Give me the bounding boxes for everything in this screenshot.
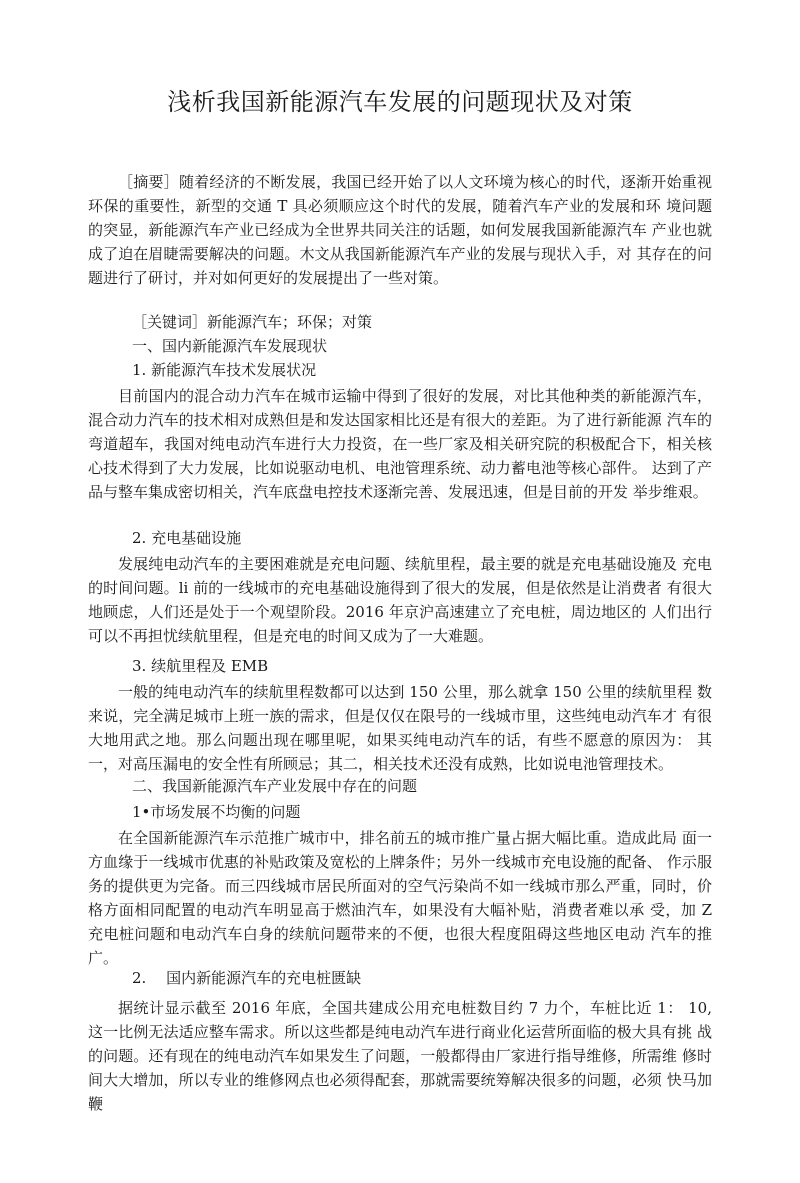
subheading-2-1: 1•市场发展不均衡的问题 (132, 803, 301, 821)
section-heading-1: 一、国内新能源汽车发展现状 (132, 337, 328, 355)
abstract-paragraph: ［摘要］随着经济的不断发展，我国已经开始了以人文环境为核心的时代，逐渐开始重视环保的重要性，新型的交通 T 具必须顺应这个时代的发展，随着汽车产业的发展和环 境问题的突显，新能源汽车产业已经成为全世界共同关注的话题，如何发展我国新能源汽车 产业也就成了迫在眉睫需要解决的问题。木文从我国新能源汽车产业的发展与现状入手，对 其存在的问题进行了研讨，并对如何更好的发展提出了一些对策。 (88, 173, 712, 287)
subheading-2-2: 2. 国内新能源汽车的充电桩匮缺 (132, 969, 362, 987)
keywords: ［关键词］新能源汽车；环保；对策 (132, 313, 373, 331)
subheading-1-3: 3. 续航里程及 EMB (132, 657, 269, 675)
paragraph-2-2: 据统计显示截至 2016 年底，全国共建成公用充电桩数目约 7 力个，车桩比近 1： 10, 这一比例无法适应整车需求。所以这些都是纯电动汽车进行商业化运营所面临的极大具有挑 战的问题。还有现在的纯电动汽车如果发生了问题，一般都得由厂家进行指导维修，所需维 修时间大大增加，所以专业的维修网点也必须得配套，那就需要统筹解决很多的问题，必须 快马加鞭 (88, 999, 712, 1113)
paragraph-1-1: 目前国内的混合动力汽车在城市运输中得到了很好的发展，对比其他种类的新能源汽车，混合动力汽车的技术相对成熟但是和发达国家相比还是有很大的差距。为了进行新能源 汽车的弯道超车，我国对纯电动汽车进行大力投资，在一些厂家及相关研究院的积极配合下，相关核心技术得到了大力发展，比如说驱动电机、电池管理系统、动力蓄电池等核心部件。 达到了产品与整车集成密切相关，汽车底盘电控技术逐渐完善、发展迅速，但是目前的开发 举步维艰。 (88, 387, 712, 501)
paragraph-2-1: 在全国新能源汽车示范推广城市中，排名前五的城市推广量占据大幅比重。造成此局 面一方血缘于一线城市优惠的补贴政策及宽松的上牌条件；另外一线城市充电设施的配备、 作示服务的提供更为完备。而三四线城市居民所面对的空气污染尚不如一线城市那么严重，同时，价格方面相同配置的电动汽车明显高于燃油汽车，如果没有大幅补贴，消费者难以承 受，加 Z 充电桩问题和电动汽车白身的续航问题带来的不便，也很大程度阻碍这些地区电动 汽车的推广。 (88, 829, 712, 967)
subheading-1-2: 2. 充电基础设施 (132, 529, 242, 547)
subheading-1-1: 1. 新能源汽车技术发展状况 (132, 361, 317, 379)
paragraph-1-2: 发展纯电动汽车的主要困难就是充电问题、续航里程，最主要的就是充电基础设施及 充电的时间问题。li 前的一线城市的充电基础设施得到了很大的发展，但是依然是让消费者 有很大地顾虑，人们还是处于一个观望阶段。2016 年京沪高速建立了充电桩，周边地区的 人们出行可以不再担忧续航里程，但是充电的时间又成为了一大难题。 (88, 555, 712, 645)
section-heading-2: 二、我国新能源汽车产业发展中存在的问题 (132, 777, 418, 795)
paragraph-1-3: 一般的纯电动汽车的续航里程数都可以达到 150 公里，那么就拿 150 公里的续航里程 数来说，完全满足城市上班一族的需求，但是仅仅在限号的一线城市里，这些纯电动汽车才 有很大地用武之地。那么问题出现在哪里呢，如果买纯电动汽车的话，有些不愿意的原因为： 其一，对高压漏电的安全性有所顾忌；其二，相关技术还没有成熟，比如说电池管理技术。 (88, 683, 712, 773)
document-title: 浅析我国新能源汽车发展的问题现状及对策 (167, 88, 633, 116)
